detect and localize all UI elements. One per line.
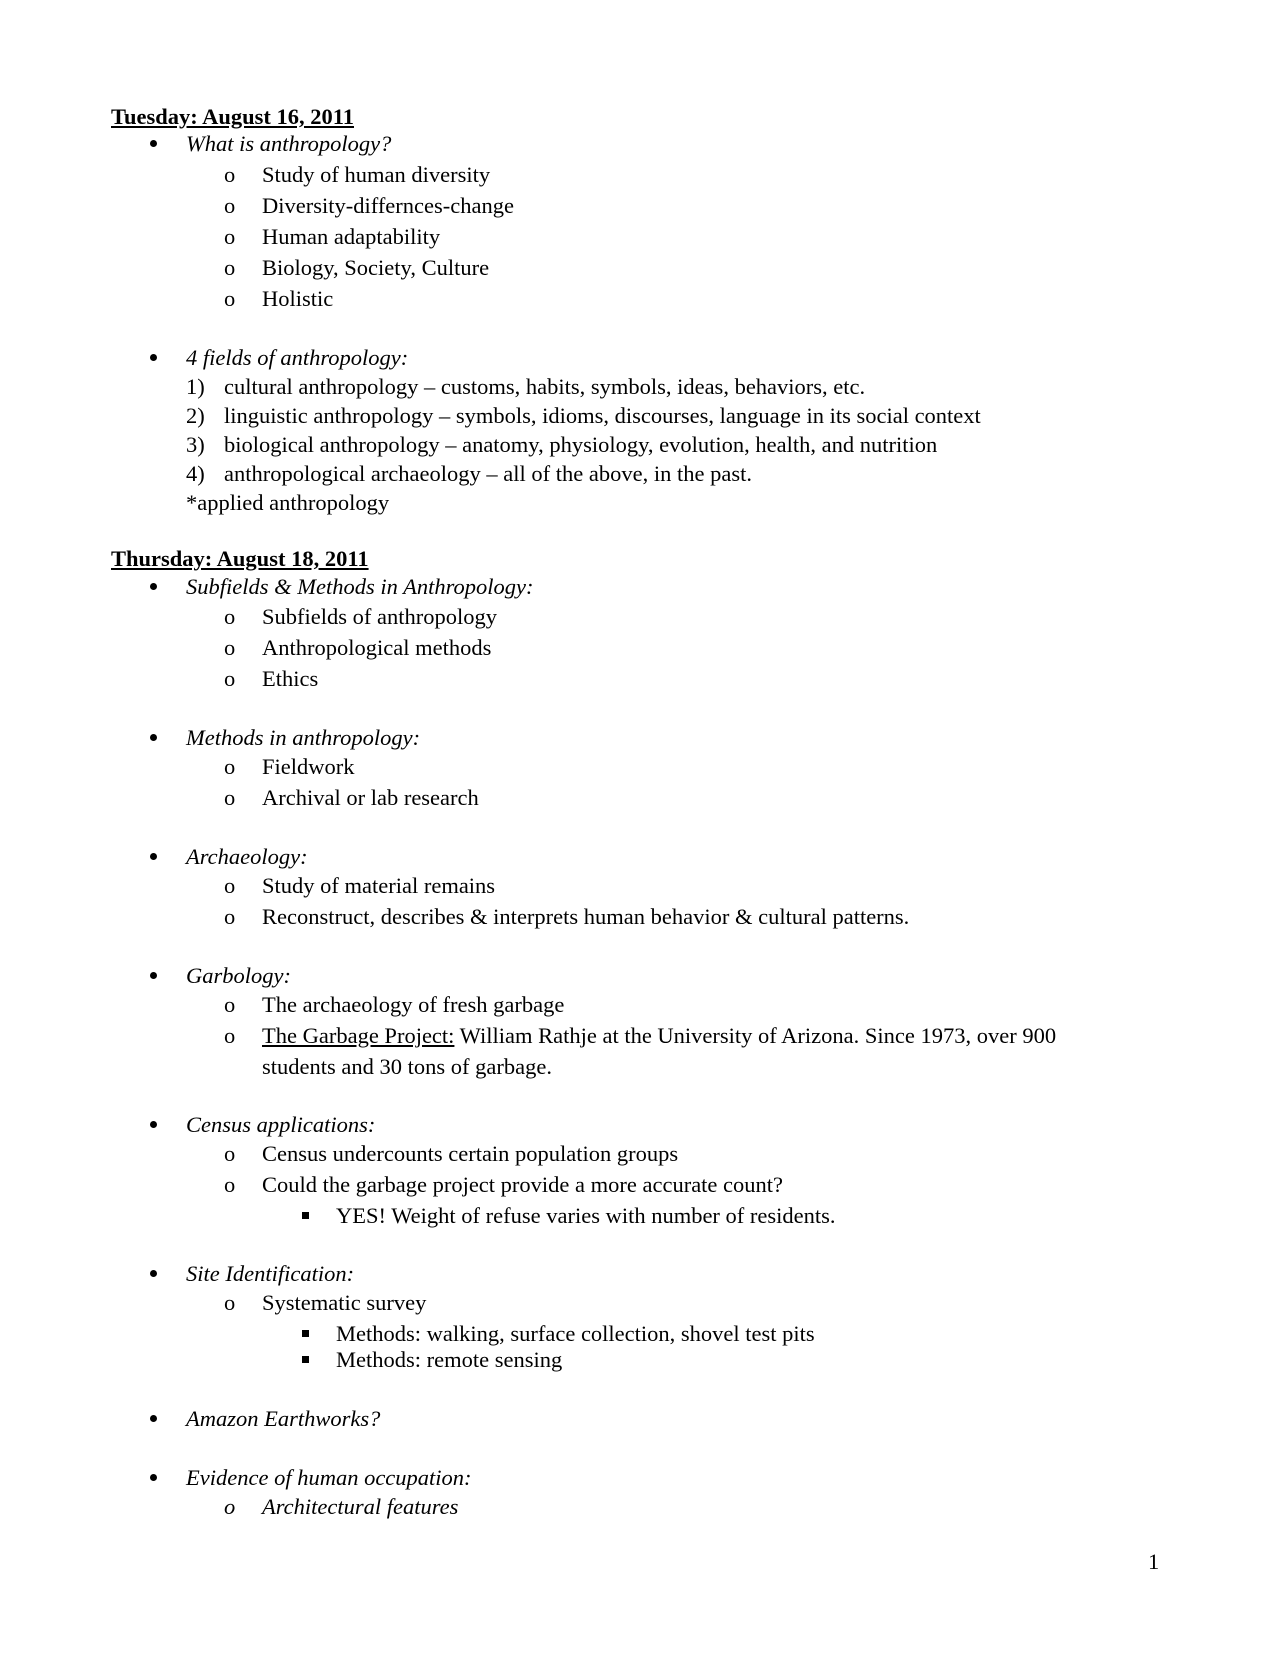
sub-bullet-marker: o [224,162,236,187]
sub-bullet-marker: o [224,904,236,929]
list-item: Diversity-differnces-change [262,193,514,218]
page-number: 1 [1148,1549,1160,1574]
list-number: 2) [186,403,205,428]
list-item: YES! Weight of refuse varies with number of residents. [336,1203,836,1228]
sub-bullet-marker: o [224,1290,236,1315]
list-item: Ethics [262,666,319,691]
list-number: 4) [186,461,205,486]
sub-bullet-marker: o [224,992,236,1017]
topic-heading: Garbology: [186,963,291,988]
list-item-continuation: students and 30 tons of garbage. [262,1054,552,1079]
list-item: Study of material remains [262,873,496,898]
list-number: 1) [186,374,205,399]
sub-bullet-marker: o [224,873,236,898]
list-item: Human adaptability [262,224,441,249]
list-item: cultural anthropology – customs, habits, symbols, ideas, behaviors, etc. [224,374,866,399]
sub-bullet-marker: o [224,604,236,629]
list-item: Methods: walking, surface collection, shovel test pits [336,1321,815,1346]
sub-bullet-marker: o [224,635,236,660]
list-item: Methods: remote sensing [336,1347,563,1372]
bullet [150,1415,157,1422]
topic-heading: Amazon Earthworks? [186,1406,381,1431]
date-heading: Tuesday: August 16, 2011 [111,104,354,129]
list-item [262,1023,1056,1049]
list-item: Systematic survey [262,1290,427,1315]
topic-heading: Archaeology: [186,844,308,869]
bullet [150,1474,157,1481]
topic-heading: Methods in anthropology: [186,725,421,750]
list-item: biological anthropology – anatomy, physiology, evolution, health, and nutrition [224,432,938,457]
bullet [150,1270,157,1277]
bullet [150,140,157,147]
list-item: Study of human diversity [262,162,491,187]
topic-heading: Census applications: [186,1112,376,1137]
sub-bullet-marker: o [224,224,236,249]
bullet [150,1121,157,1128]
list-item: Architectural features [262,1494,459,1519]
list-item: Subfields of anthropology [262,604,497,629]
list-item: Holistic [262,286,334,311]
sub-bullet-marker: o [224,193,236,218]
list-item: Archival or lab research [262,785,479,810]
sub-bullet-marker: o [224,1023,236,1048]
square-bullet [302,1330,309,1337]
list-item: Biology, Society, Culture [262,255,490,280]
list-item: anthropological archaeology – all of the above, in the past. [224,461,752,486]
square-bullet [302,1212,309,1219]
sub-bullet-marker: o [224,255,236,280]
project-name: The Garbage Project: [262,1023,455,1048]
list-item: Fieldwork [262,754,355,779]
project-description: William Rathje at the University of Arizona. Since 1973, over 900 [454,1023,1057,1048]
date-heading: Thursday: August 18, 2011 [111,546,369,571]
square-bullet [302,1356,309,1363]
sub-bullet-marker: o [224,286,236,311]
topic-heading: 4 fields of anthropology: [186,345,409,370]
sub-bullet-marker: o [224,666,236,691]
sub-bullet-marker: o [224,1494,236,1519]
sub-bullet-marker: o [224,754,236,779]
list-item: Census undercounts certain population groups [262,1141,679,1166]
topic-heading: What is anthropology? [186,131,392,156]
bullet [150,734,157,741]
sub-bullet-marker: o [224,785,236,810]
bullet [150,972,157,979]
list-item: linguistic anthropology – symbols, idioms, discourses, language in its social context [224,403,981,428]
list-item: Could the garbage project provide a more accurate count? [262,1172,784,1197]
topic-heading: Subfields & Methods in Anthropology: [186,574,534,599]
list-item: Reconstruct, describes & interprets human behavior & cultural patterns. [262,904,910,929]
list-item: The archaeology of fresh garbage [262,992,565,1017]
list-item: Anthropological methods [262,635,492,660]
bullet [150,853,157,860]
topic-heading: Site Identification: [186,1261,355,1286]
topic-heading: Evidence of human occupation: [186,1465,472,1490]
bullet [150,354,157,361]
sub-bullet-marker: o [224,1172,236,1197]
list-number: 3) [186,432,205,457]
sub-bullet-marker: o [224,1141,236,1166]
bullet [150,583,157,590]
note-text: *applied anthropology [186,490,390,515]
